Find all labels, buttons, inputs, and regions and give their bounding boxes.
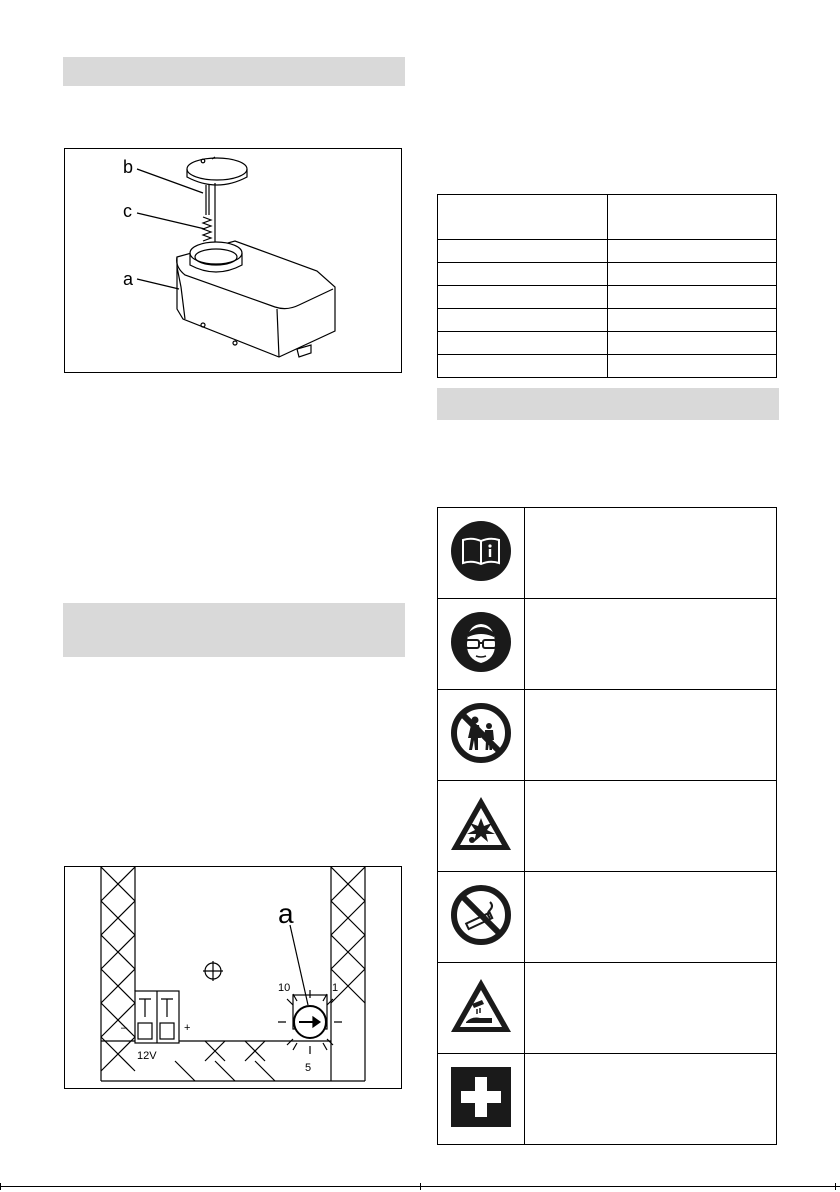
crop-tick [420,1183,421,1190]
terminal-minus-label: – [121,1022,128,1034]
spec-cell [607,309,777,332]
spec-table-row [438,240,777,263]
control-board-drawing [65,867,401,1088]
symbol-row [438,508,777,599]
spec-table-row [438,309,777,332]
spec-table-row [438,263,777,286]
spec-table-row [438,355,777,378]
spec-cell [438,240,608,263]
corrosive-hazard-icon [448,976,514,1036]
crop-tick [835,1183,836,1190]
spec-cell [438,309,608,332]
spec-header-cell [438,195,608,240]
explosive-hazard-icon [448,794,514,854]
section-heading-symbols [437,388,779,420]
spec-cell [438,332,608,355]
first-aid-icon [450,1066,512,1128]
symbol-description [525,1054,777,1145]
dial-label-5: 5 [305,1062,312,1074]
spec-cell [438,263,608,286]
callout-a-large: a [278,898,294,929]
symbol-row [438,599,777,690]
safety-symbols-table [437,507,777,1145]
spec-table [437,194,777,378]
safety-goggles-icon [450,611,512,673]
symbol-row [438,690,777,781]
symbol-description [525,872,777,963]
dial-label-10: 10 [278,982,291,994]
spec-header-cell [607,195,777,240]
spec-cell [438,286,608,309]
section-heading-accessories [63,603,405,657]
spec-table-row [438,286,777,309]
spec-table-header-row [438,195,777,240]
section-heading-tank [63,57,405,86]
keep-children-away-icon [450,702,512,764]
symbol-row [438,872,777,963]
spec-table-row [438,332,777,355]
spec-cell [438,355,608,378]
spec-cell [607,240,777,263]
symbol-description [525,599,777,690]
symbol-row [438,963,777,1054]
spec-cell [607,263,777,286]
symbol-description [525,508,777,599]
voltage-label: 12V [137,1050,157,1062]
read-manual-icon [450,520,512,582]
terminal-plus-label: + [184,1022,191,1034]
spec-cell [607,286,777,309]
no-smoking-icon [450,884,512,946]
spec-cell [607,355,777,378]
dial-label-1: 1 [332,982,339,994]
figure-control-board [64,866,402,1089]
tank-drawing [65,149,401,372]
symbol-row [438,781,777,872]
callout-b: b [123,157,134,177]
callout-a: a [123,269,134,289]
callout-c: c [123,201,132,221]
crop-tick [0,1183,1,1190]
symbol-description [525,690,777,781]
figure-tank [64,148,402,373]
symbol-row [438,1054,777,1145]
symbol-description [525,781,777,872]
symbol-description [525,963,777,1054]
spec-cell [607,332,777,355]
